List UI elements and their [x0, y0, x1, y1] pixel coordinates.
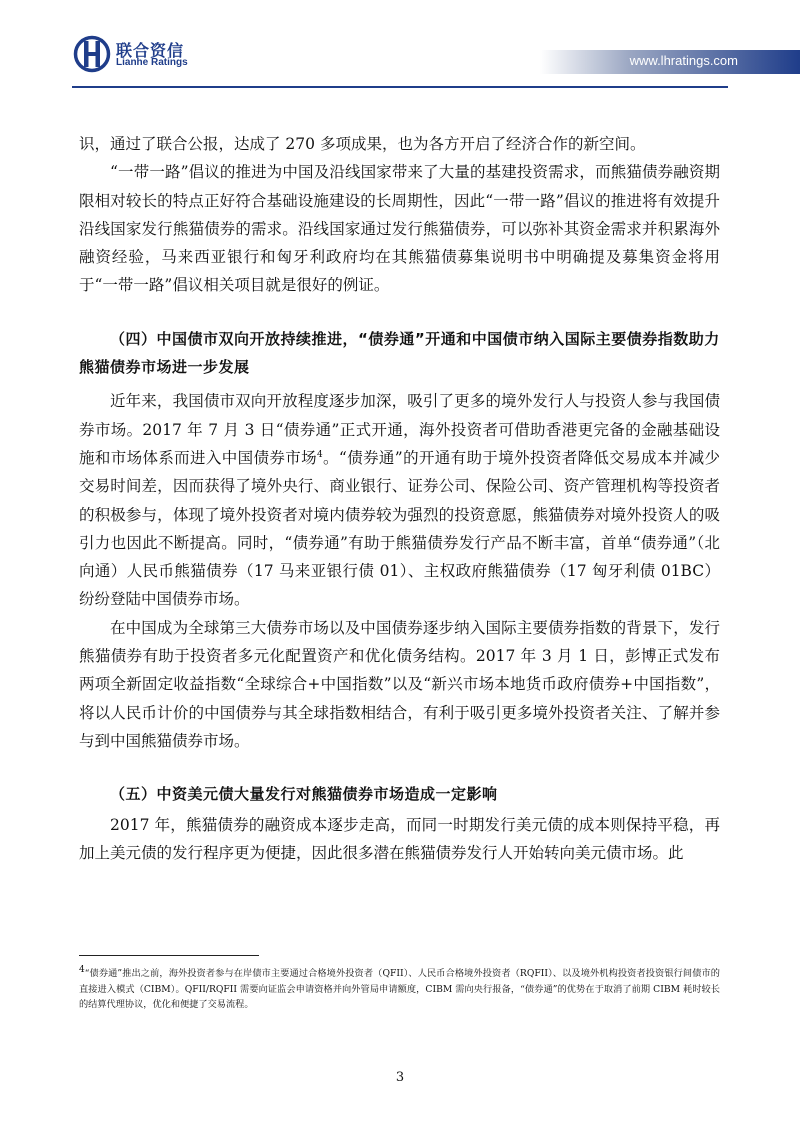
- paragraph-5: 2017 年，熊猫债券的融资成本逐步走高，而同一时期发行美元债的成本则保持平稳，再加上美元债的发行程序更为便捷，因此很多潜在熊猫债券发行人开始转向美元债市场。此: [79, 815, 720, 862]
- lianhe-logo: [72, 34, 192, 74]
- paragraph-3: [79, 387, 720, 613]
- lianhe-logo-icon: [72, 34, 112, 74]
- paragraph-3-part-b: 。“债券通”的开通有助于境外投资者降低交易成本并减少交易时间差，因而获得了境外央行、商业银行、证券公司、保险公司、资产管理机构等投资者的积极参与，体现了境外投资者对境内债券较为强烈的投资意愿，熊猫债券对境外投资人的吸引力也因此不断提高。同时，“债券通”有助于熊猫债券发行产品不断丰富，首单“债券通”（北向通）人民币熊猫债券（17 马来亚银行债 01）、主权政府熊猫债券（17 匈牙利债 01BC）纷纷登陆中国债券市场。: [79, 448, 720, 609]
- section-heading-5: （五）中资美元债大量发行对熊猫债券市场造成一定影响: [110, 785, 498, 804]
- paragraph-3-part-a: 近年来，我国债市双向开放程度逐步加深，吸引了更多的境外发行人与投资人参与我国债券市场。2017 年 7 月 3 日“债券通”正式开通，海外投资者可借助香港更完备的金融基础设施和市场体系而进入中国债券市场: [79, 392, 720, 467]
- page-number: 3: [395, 1070, 405, 1085]
- section-heading-4: （四）中国债市双向开放持续推进，“债券通”开通和中国债市纳入国际主要债券指数助力熊猫债券市场进一步发展: [79, 329, 720, 377]
- logo-chinese-name: 联合资信: [116, 41, 185, 60]
- header-divider: [72, 86, 728, 88]
- website-banner: [540, 50, 800, 74]
- footnote-text: “债券通”推出之前，海外投资者参与在岸债市主要通过合格境外投资者（QFII）、人民币合格境外投资者（RQFII）、以及境外机构投资者投资银行间债市的直接进入模式（CIBM）。QFII/RQFII 需要向证监会申请资格并向外管局申请额度，CIBM 需向央行报备，“债券通”的优势在于取消了前期 CIBM 耗时较长的结算代理协议，优化和便捷了交易流程。: [79, 968, 720, 1010]
- document-body: [79, 130, 720, 867]
- footnote-marker: 4: [79, 964, 85, 975]
- footnote-divider: [79, 955, 259, 956]
- footnote-reference[interactable]: 4: [316, 449, 323, 460]
- page-header: [0, 0, 800, 100]
- footnote: [79, 966, 720, 1013]
- logo-english-name: Lianhe Ratings: [116, 57, 188, 68]
- paragraph-4: 在中国成为全球第三大债券市场以及中国债券逐步纳入国际主要债券指数的背景下，发行熊猫债券有助于投资者多元化配置资产和优化债务结构。2017 年 3 月 1 日，彭博正式发布两项全新固定收益指数“全球综合+中国指数”以及“新兴市场本地货币政府债券+中国指数”，将以人民币计价的中国债券与其全球指数相结合，有利于吸引更多境外投资者关注、了解并参与到中国熊猫债券市场。: [79, 618, 720, 750]
- paragraph-1: 识，通过了联合公报，达成了 270 多项成果，也为各方开启了经济合作的新空间。: [79, 135, 646, 153]
- paragraph-2: “一带一路”倡议的推进为中国及沿线国家带来了大量的基建投资需求，而熊猫债券融资期限相对较长的特点正好符合基础设施建设的长周期性，因此“一带一路”倡议的推进将有效提升沿线国家发行熊猫债券的需求。沿线国家通过发行熊猫债券，可以弥补其资金需求并积累海外融资经验，马来西亚银行和匈牙利政府均在其熊猫债募集说明书中明确提及募集资金将用于“一带一路”倡议相关项目就是很好的例证。: [79, 163, 720, 295]
- website-url[interactable]: www.lhratings.com: [629, 53, 738, 68]
